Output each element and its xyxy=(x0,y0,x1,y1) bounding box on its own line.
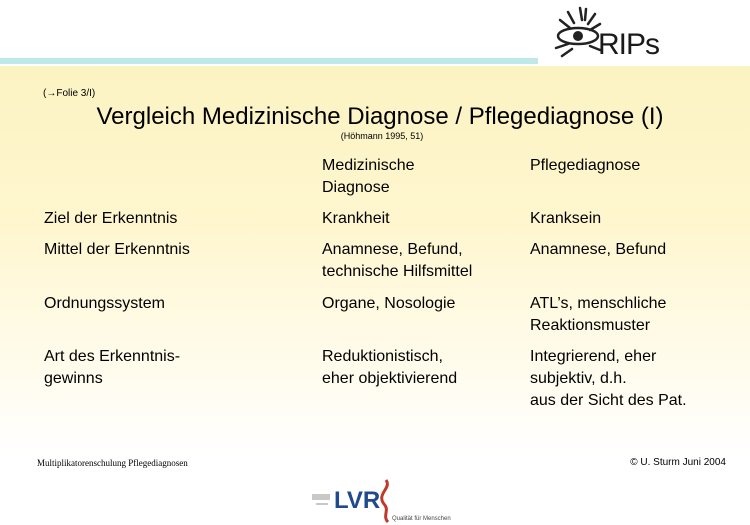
table-cell: Reduktionistisch, eher objektivierend xyxy=(322,348,458,387)
table-cell: Organe, Nosologie xyxy=(322,295,456,312)
footer-copyright: © U. Sturm Juni 2004 xyxy=(630,457,726,468)
table-cell: Kranksein xyxy=(530,210,602,227)
page-title: Vergleich Medizinische Diagnose / Pflegediagnose (I) xyxy=(96,103,664,130)
column-header-pflegediagnose: Pflegediagnose xyxy=(530,157,641,174)
lvr-logo-icon xyxy=(312,472,472,524)
header-bar xyxy=(0,58,538,64)
footer-course-name: Multiplikatorenschulung Pflegediagnosen xyxy=(37,458,188,468)
lvr-logo-text: LVR xyxy=(334,487,381,514)
slide-reference: (→Folie 3/I) xyxy=(43,88,96,99)
row-label: Ziel der Erkenntnis xyxy=(44,210,178,227)
row-label: Mittel der Erkenntnis xyxy=(44,241,190,258)
table-cell: Anamnese, Befund xyxy=(530,241,667,258)
lvr-tagline: Qualität für Menschen xyxy=(392,516,451,522)
rips-logo-text: RIPs xyxy=(598,28,660,61)
table-cell: Krankheit xyxy=(322,210,390,227)
source-citation: (Höhmann 1995, 51) xyxy=(340,131,424,141)
column-header-medizinische-diagnose: Medizinische Diagnose xyxy=(322,157,415,196)
row-label: Ordnungssystem xyxy=(44,295,165,312)
table-cell: Anamnese, Befund, technische Hilfsmittel xyxy=(322,241,473,280)
row-label: Art des Erkenntnis- gewinns xyxy=(44,348,181,387)
table-cell: ATL’s, menschliche Reaktionsmuster xyxy=(530,295,667,334)
table-cell: Integrierend, eher subjektiv, d.h. aus der Sicht des Pat. xyxy=(530,348,687,409)
